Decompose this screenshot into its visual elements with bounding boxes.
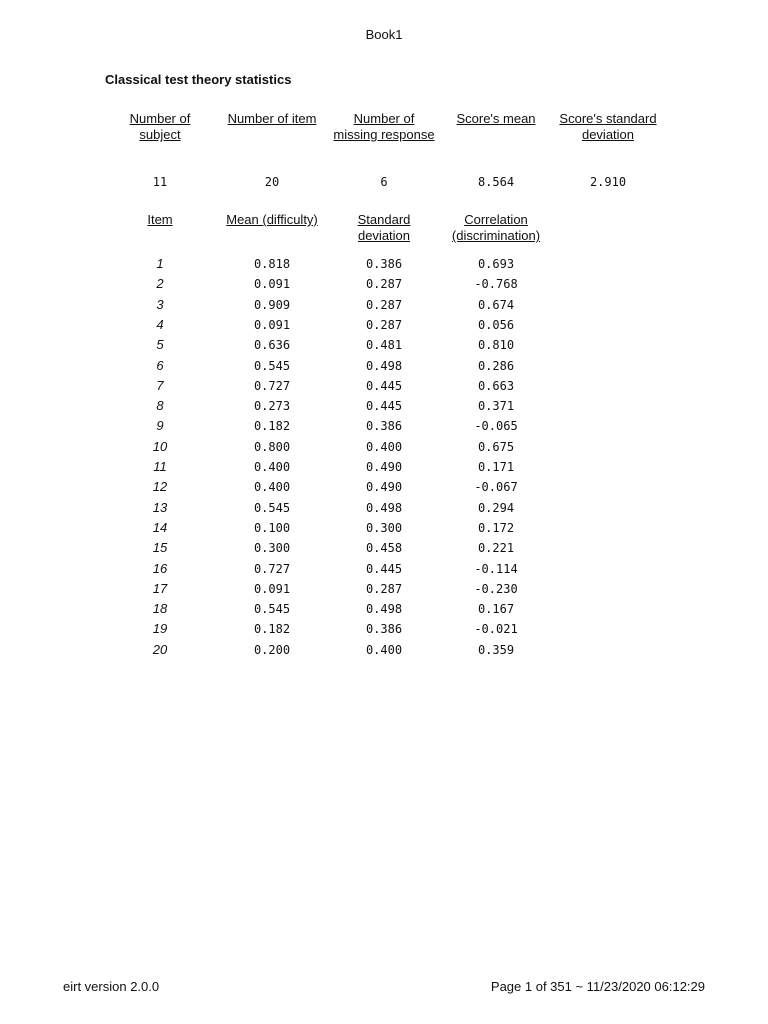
row-3-correlation-discrimination: 0.674 — [477, 297, 515, 312]
row-6-standard-deviation: 0.498 — [365, 358, 403, 373]
row-5-standard-deviation: 0.481 — [365, 338, 403, 353]
row-15-standard-deviation: 0.458 — [365, 541, 403, 556]
row-14-correlation-discrimination: 0.172 — [477, 520, 515, 535]
row-9-correlation-discrimination: -0.065 — [474, 419, 518, 434]
items-mean-difficulty-header — [226, 212, 318, 228]
scores-mean-value: 8.564 — [477, 175, 515, 189]
row-4-correlation-discrimination: 0.056 — [477, 317, 515, 332]
row-17-item-number: 17 — [152, 580, 168, 596]
row-2-correlation-discrimination: -0.768 — [474, 277, 518, 292]
row-16-correlation-discrimination: -0.114 — [474, 561, 518, 576]
items-correlation-discrimination-header — [452, 212, 540, 244]
row-18-item-number: 18 — [152, 601, 168, 617]
row-11-standard-deviation: 0.490 — [365, 460, 403, 474]
row-4-item-number: 4 — [156, 316, 164, 332]
row-12-correlation-discrimination: -0.067 — [474, 480, 518, 495]
items-standard-deviation-header — [358, 212, 411, 244]
row-2-item-number: 2 — [156, 276, 164, 292]
row-8-mean-difficulty: 0.273 — [253, 399, 291, 414]
row-14-item-number: 14 — [152, 519, 168, 535]
header-line: Score's mean — [456, 111, 536, 126]
row-20-standard-deviation: 0.400 — [365, 642, 403, 657]
row-12-standard-deviation: 0.490 — [365, 480, 403, 495]
row-5-mean-difficulty: 0.636 — [253, 338, 291, 353]
row-13-correlation-discrimination: 0.294 — [477, 500, 515, 515]
header-line: Number of — [129, 111, 191, 126]
row-8-correlation-discrimination: 0.371 — [477, 399, 515, 414]
row-10-standard-deviation: 0.400 — [365, 439, 403, 454]
row-19-item-number: 19 — [152, 621, 168, 637]
row-16-item-number: 16 — [152, 560, 168, 576]
row-1-item-number: 1 — [156, 256, 164, 271]
scores-standard-deviation-value: 2.910 — [589, 175, 627, 189]
row-19-correlation-discrimination: -0.021 — [474, 622, 518, 637]
row-9-item-number: 9 — [156, 418, 164, 434]
row-10-mean-difficulty: 0.800 — [253, 439, 291, 454]
row-13-mean-difficulty: 0.545 — [253, 500, 291, 515]
row-4-mean-difficulty: 0.091 — [253, 317, 291, 332]
row-12-item-number: 12 — [152, 479, 168, 495]
row-16-mean-difficulty: 0.727 — [253, 561, 291, 576]
footer-version: eirt version 2.0.0 — [63, 979, 160, 994]
row-17-correlation-discrimination: -0.230 — [474, 581, 518, 596]
footer-page-info: Page 1 of 351 ~ 11/23/2020 06:12:29 — [490, 979, 705, 994]
row-11-correlation-discrimination: 0.171 — [477, 460, 515, 474]
row-8-item-number: 8 — [156, 398, 164, 414]
summary-scores-mean-header — [456, 111, 535, 127]
row-5-correlation-discrimination: 0.810 — [477, 338, 515, 353]
row-17-mean-difficulty: 0.091 — [253, 581, 291, 596]
row-19-mean-difficulty: 0.182 — [253, 622, 291, 637]
row-4-standard-deviation: 0.287 — [365, 317, 403, 332]
row-2-mean-difficulty: 0.091 — [253, 277, 291, 292]
row-11-item-number: 11 — [153, 459, 167, 474]
header-line: Correlation — [464, 212, 528, 227]
row-9-mean-difficulty: 0.182 — [253, 419, 291, 434]
row-10-item-number: 10 — [152, 438, 168, 454]
header-line: Score's standard — [559, 111, 657, 126]
section-title: Classical test theory statistics — [105, 72, 292, 87]
summary-number-of-subject-header — [130, 111, 191, 143]
row-3-mean-difficulty: 0.909 — [253, 297, 291, 312]
header-line: Number of item — [227, 111, 317, 126]
row-12-mean-difficulty: 0.400 — [253, 480, 291, 495]
summary-number-of-item-header — [228, 111, 317, 127]
row-3-standard-deviation: 0.287 — [365, 297, 403, 312]
row-7-correlation-discrimination: 0.663 — [477, 378, 515, 393]
number-of-item-value: 20 — [264, 175, 280, 189]
row-18-mean-difficulty: 0.545 — [253, 602, 291, 617]
row-15-mean-difficulty: 0.300 — [253, 541, 291, 556]
row-16-standard-deviation: 0.445 — [365, 561, 403, 576]
header-line: missing response — [333, 127, 435, 142]
number-of-subject-value: 11 — [152, 175, 168, 189]
row-9-standard-deviation: 0.386 — [365, 419, 403, 434]
header-line: (discrimination) — [451, 228, 541, 243]
row-6-item-number: 6 — [156, 357, 164, 373]
header-line: Item — [147, 212, 173, 227]
row-1-mean-difficulty: 0.818 — [253, 257, 291, 271]
row-15-correlation-discrimination: 0.221 — [477, 541, 515, 556]
header-line: deviation — [581, 127, 635, 142]
row-17-standard-deviation: 0.287 — [365, 581, 403, 596]
items-item-number-header — [147, 212, 172, 228]
summary-scores-standard-deviation-header — [559, 111, 656, 143]
header-line: Number of — [353, 111, 415, 126]
row-6-correlation-discrimination: 0.286 — [477, 358, 515, 373]
document-title: Book1 — [365, 27, 403, 42]
header-line: Mean (difficulty) — [226, 212, 318, 227]
row-2-standard-deviation: 0.287 — [365, 277, 403, 292]
row-5-item-number: 5 — [156, 337, 164, 353]
row-14-mean-difficulty: 0.100 — [253, 520, 291, 535]
row-8-standard-deviation: 0.445 — [365, 399, 403, 414]
row-7-item-number: 7 — [156, 377, 164, 393]
header-line: deviation — [357, 228, 411, 243]
row-14-standard-deviation: 0.300 — [365, 520, 403, 535]
row-20-mean-difficulty: 0.200 — [253, 642, 291, 657]
row-19-standard-deviation: 0.386 — [365, 622, 403, 637]
row-20-item-number: 20 — [152, 641, 168, 657]
row-13-item-number: 13 — [152, 499, 168, 515]
row-1-correlation-discrimination: 0.693 — [477, 257, 515, 271]
row-18-standard-deviation: 0.498 — [365, 602, 403, 617]
row-10-correlation-discrimination: 0.675 — [477, 439, 515, 454]
row-1-standard-deviation: 0.386 — [365, 257, 403, 271]
header-line: Standard — [357, 212, 411, 227]
row-6-mean-difficulty: 0.545 — [253, 358, 291, 373]
row-15-item-number: 15 — [152, 540, 168, 556]
row-7-standard-deviation: 0.445 — [365, 378, 403, 393]
row-13-standard-deviation: 0.498 — [365, 500, 403, 515]
row-7-mean-difficulty: 0.727 — [253, 378, 291, 393]
header-line: subject — [139, 127, 181, 142]
row-11-mean-difficulty: 0.400 — [253, 460, 291, 474]
summary-number-of-missing-response-header — [333, 111, 434, 143]
row-3-item-number: 3 — [156, 296, 164, 312]
row-18-correlation-discrimination: 0.167 — [477, 602, 515, 617]
number-of-missing-response-value: 6 — [380, 175, 388, 189]
row-20-correlation-discrimination: 0.359 — [477, 642, 515, 657]
